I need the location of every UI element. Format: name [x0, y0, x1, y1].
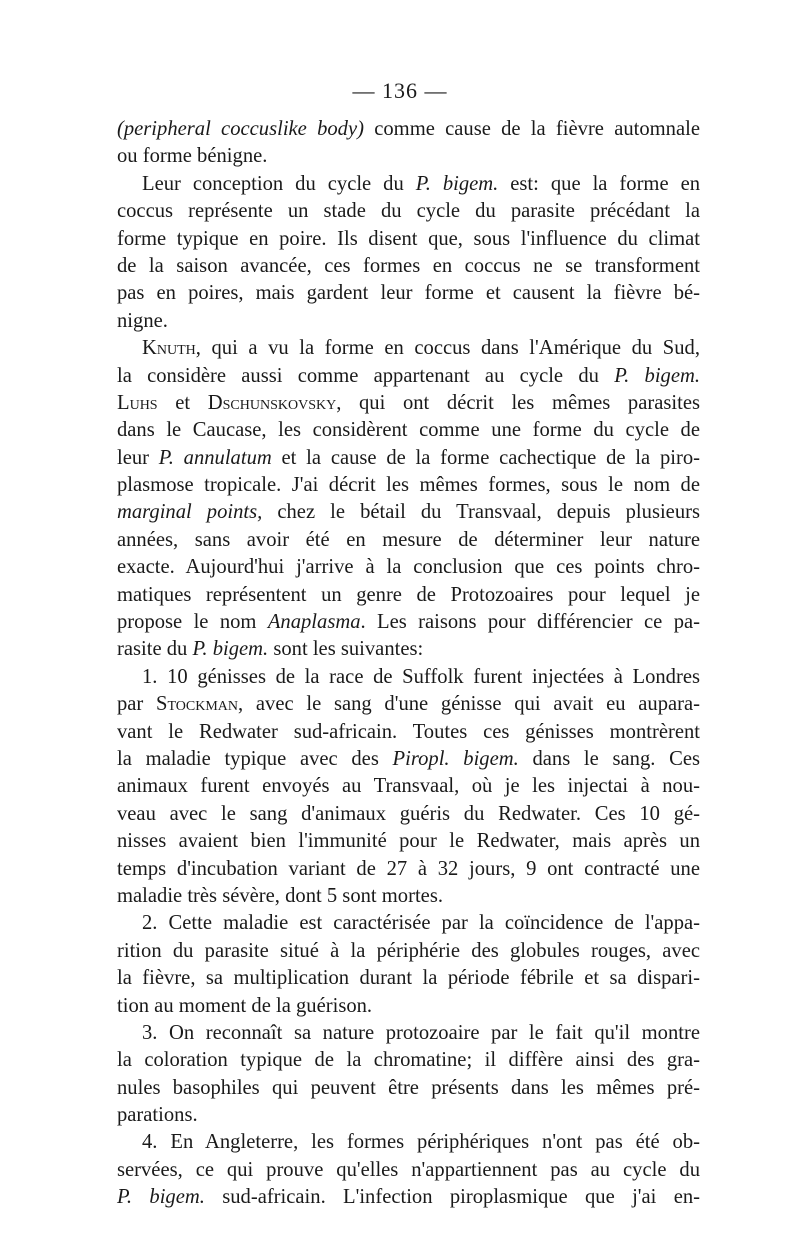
text-line: 3. On reconnaît sa nature protozoaire par le fait qu'il montre [142, 1021, 700, 1044]
text-line: années, sans avoir été en mesure de déterminer leur nature [117, 528, 700, 551]
text-line: maladie très sévère, dont 5 sont mortes. [117, 884, 443, 907]
text-line: nigne. [117, 309, 168, 332]
text-line: marginal points, chez le bétail du Transvaal, depuis plusieurs [117, 501, 700, 524]
text-line: plasmose tropicale. J'ai décrit les mêmes formes, sous le nom de [117, 474, 700, 497]
text-line: Knuth, qui a vu la forme en coccus dans l'Amérique du Sud, [142, 337, 700, 360]
body-text [117, 116, 700, 1212]
text-line: 4. En Angleterre, les formes périphériques n'ont pas été ob- [142, 1131, 700, 1154]
text-line: exacte. Aujourd'hui j'arrive à la conclusion que ces points chro- [117, 556, 700, 579]
text-line: rasite du P. bigem. sont les suivantes: [117, 638, 424, 661]
text-line: dans le Caucase, les considèrent comme une forme du cycle de [117, 419, 700, 442]
text-line: ou forme bénigne. [117, 145, 268, 168]
page-number: — 136 — [352, 78, 448, 103]
text-line: animaux furent envoyés au Transvaal, où je les injectai à nou- [117, 775, 700, 798]
text-line: 2. Cette maladie est caractérisée par la coïncidence de l'appa- [142, 912, 700, 935]
text-line: (peripheral coccuslike body) comme cause de la fièvre automnale [117, 118, 700, 140]
text-line: Leur conception du cycle du P. bigem. est: que la forme en [142, 172, 701, 195]
text-line: veau avec le sang d'animaux guéris du Redwater. Ces 10 gé- [117, 802, 700, 825]
text-line: nules basophiles qui peuvent être présents dans les mêmes pré- [117, 1076, 700, 1099]
text-line: parations. [117, 1104, 198, 1127]
text-line: P. bigem. sud-africain. L'infection piroplasmique que j'ai en- [117, 1186, 700, 1209]
text-line: forme typique en poire. Ils disent que, sous l'influence du climat [117, 227, 700, 250]
text-line: leur P. annulatum et la cause de la forme cachectique de la piro- [117, 446, 700, 469]
text-line: la maladie typique avec des Piropl. bigem. dans le sang. Ces [117, 747, 700, 770]
text-line: tion au moment de la guérison. [117, 994, 373, 1017]
text-line: Luhs et Dschunskovsky, qui ont décrit les mêmes parasites [117, 391, 700, 414]
text-line: temps d'incubation variant de 27 à 32 jours, 9 ont contracté une [117, 857, 700, 880]
text-line: la considère aussi comme appartenant au cycle du P. bigem. [117, 364, 700, 387]
text-line: coccus représente un stade du cycle du parasite précédant la [117, 200, 700, 223]
text-line: vant le Redwater sud-africain. Toutes ces génisses montrèrent [117, 720, 700, 743]
text-line: propose le nom Anaplasma. Les raisons pour différencier ce pa- [117, 611, 700, 634]
text-line: matiques représentent un genre de Protozoaires pour lequel je [117, 583, 700, 606]
text-line: 1. 10 génisses de la race de Suffolk furent injectées à Londres [142, 665, 700, 688]
text-line: nisses avaient bien l'immunité pour le Redwater, mais après un [117, 830, 700, 853]
text-line: par Stockman, avec le sang d'une génisse qui avait eu aupara- [117, 693, 700, 716]
text-line: de la saison avancée, ces formes en coccus ne se transforment [117, 254, 700, 277]
text-line: rition du parasite situé à la périphérie des globules rouges, avec [117, 939, 700, 962]
text-line: la coloration typique de la chromatine; il diffère ainsi des gra- [117, 1049, 700, 1072]
text-line: pas en poires, mais gardent leur forme et causent la fièvre bé- [117, 282, 700, 305]
text-line: la fièvre, sa multiplication durant la période fébrile et sa dispari- [117, 967, 700, 990]
text-line: servées, ce qui prouve qu'elles n'appartiennent pas au cycle du [117, 1158, 700, 1181]
